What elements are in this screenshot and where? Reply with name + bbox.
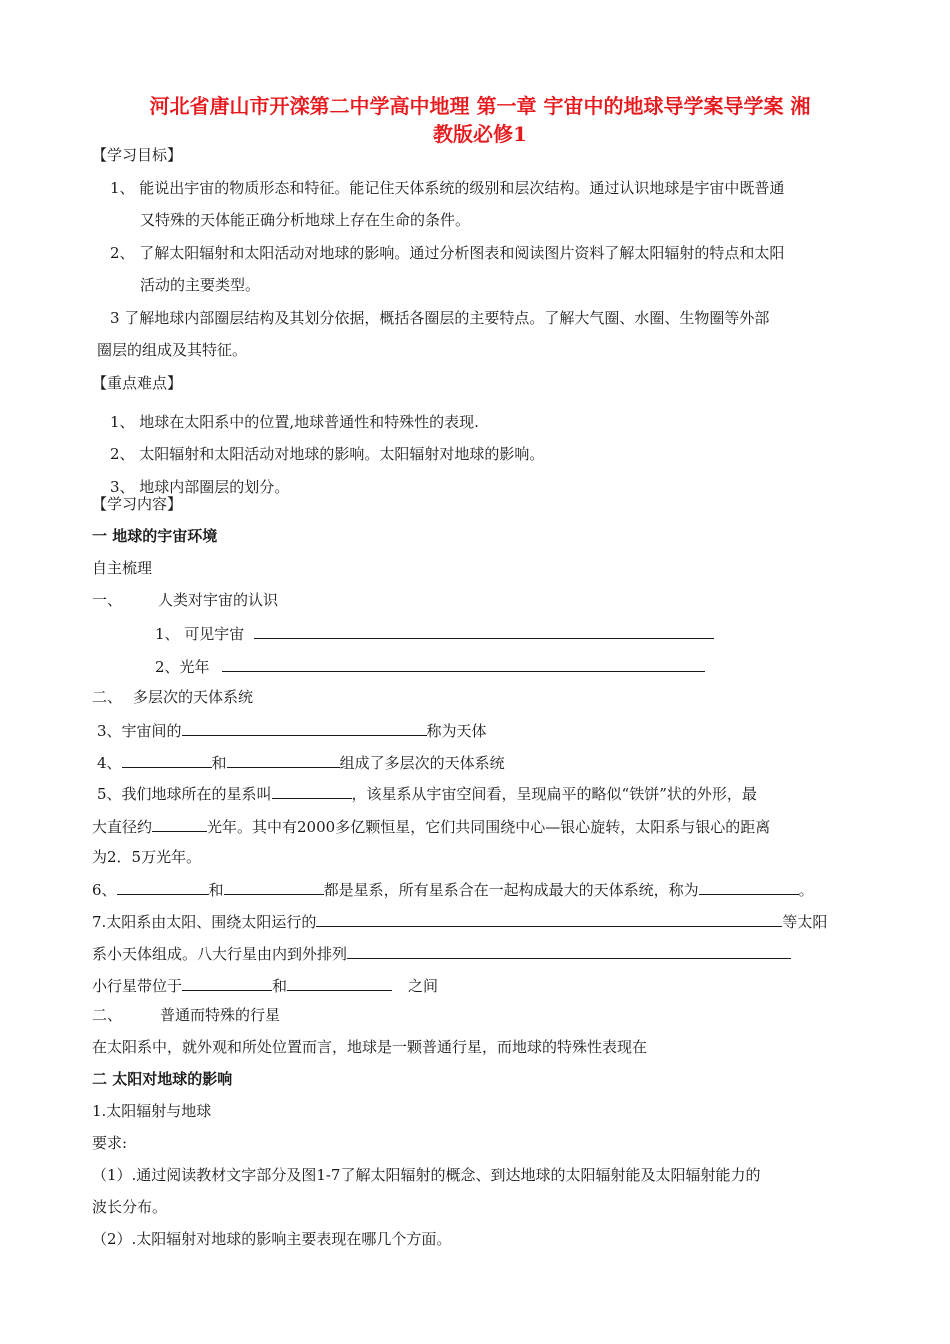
question-4-text-c: 组成了多层次的天体系统 — [339, 754, 505, 772]
question-7-row-3 — [92, 974, 438, 996]
objective-2-line1: 2、 了解太阳辐射和太阳活动对地球的影响。通过分析图表和阅读图片资料了解太阳辐射的特点和太阳 — [110, 244, 785, 262]
answer-blank-6a[interactable] — [117, 878, 209, 895]
question-4-row — [97, 751, 505, 773]
question-5-text-e: 为2．5万光年。 — [92, 848, 202, 866]
self-review-label: 自主梳理 — [92, 559, 153, 577]
answer-blank-7a[interactable] — [316, 910, 782, 927]
keypoint-2: 2、 太阳辐射和太阳活动对地球的影响。太阳辐射对地球的影响。 — [110, 445, 545, 463]
question-6-text-c: 都是星系，所有星系合在一起构成最大的天体系统，称为 — [323, 881, 699, 899]
question-7-row — [92, 910, 827, 932]
subsection-3-title: 普通而特殊的行星 — [160, 1006, 281, 1024]
question-2-text: 2、光年 — [155, 658, 210, 676]
question-7-text-f: 之间 — [408, 977, 439, 995]
objective-3-line2: 圈层的组成及其特征。 — [97, 341, 248, 359]
question-6-text-a: 6、 — [92, 881, 117, 899]
part-2-item-1: 1.太阳辐射与地球 — [92, 1102, 212, 1120]
objective-1-line1: 1、 能说出宇宙的物质形态和特征。能记住天体系统的级别和层次结构。通过认识地球是宇宙中既普通 — [110, 179, 785, 197]
answer-blank-7b[interactable] — [347, 942, 791, 959]
question-1-text: 1、 可见宇宙 — [155, 625, 245, 643]
doc-title-line1: 河北省唐山市开滦第二中学高中地理 第一章 宇宙中的地球导学案导学案 湘 — [149, 94, 811, 118]
question-5-text-a: 5、我们地球所在的星系叫 — [97, 785, 272, 803]
subsection-2-number: 二、 — [92, 688, 123, 706]
subsection-3-number: 二、 — [92, 1006, 123, 1024]
answer-blank-3[interactable] — [182, 719, 427, 736]
requirement-1-line1: （1）.通过阅读教材文字部分及图1-7了解太阳辐射的概念、到达地球的太阳辐射能及太阳辐射能力的 — [92, 1166, 761, 1184]
subsection-2-title: 多层次的天体系统 — [133, 688, 254, 706]
question-6-row — [92, 878, 814, 900]
question-6-text-d: 。 — [798, 881, 814, 899]
question-2-row — [155, 655, 705, 677]
requirement-2: （2）.太阳辐射对地球的影响主要表现在哪几个方面。 — [92, 1230, 452, 1248]
question-5-text-b: ，该星系从宇宙空间看，呈现扁平的略似“铁饼”状的外形，最 — [351, 785, 757, 803]
answer-blank-6b[interactable] — [224, 878, 324, 895]
objective-3-line1: 3 了解地球内部圈层结构及其划分依据，概括各圈层的主要特点。了解大气圈、水圈、生物圈等外部 — [110, 309, 770, 327]
question-7-text-b: 等太阳 — [782, 913, 828, 931]
answer-blank-4a[interactable] — [122, 751, 212, 768]
question-5-text-c: 大直径约 — [92, 818, 153, 836]
answer-blank-7d[interactable] — [287, 974, 392, 991]
question-3-text-a: 3、宇宙间的 — [97, 722, 182, 740]
question-5-row-2 — [92, 815, 770, 837]
part-2-heading: 二 太阳对地球的影响 — [92, 1070, 233, 1088]
question-6-text-b: 和 — [208, 881, 224, 899]
question-1-row — [155, 622, 714, 644]
question-4-text-a: 4、 — [97, 754, 122, 772]
answer-blank-1[interactable] — [254, 622, 714, 639]
answer-blank-5a[interactable] — [272, 782, 352, 799]
question-3-text-b: 称为天体 — [426, 722, 487, 740]
part-1-heading: 一 地球的宇宙环境 — [92, 527, 218, 545]
question-5-row — [97, 782, 757, 804]
question-7-row-2 — [92, 942, 791, 964]
objective-2-line2: 活动的主要类型。 — [140, 276, 261, 294]
keypoint-1: 1、 地球在太阳系中的位置,地球普通性和特殊性的表现. — [110, 413, 479, 431]
answer-blank-6c[interactable] — [699, 878, 799, 895]
question-7-text-d: 小行星带位于 — [92, 977, 183, 995]
question-7-text-e: 和 — [272, 977, 288, 995]
subsection-3-body: 在太阳系中，就外观和所处位置而言，地球是一颗普通行星，而地球的特殊性表现在 — [92, 1038, 648, 1056]
requirement-1-line2: 波长分布。 — [92, 1198, 168, 1216]
answer-blank-5b[interactable] — [152, 815, 207, 832]
doc-title-line2: 教版必修1 — [433, 122, 527, 146]
section-heading-objectives: 【学习目标】 — [92, 146, 183, 164]
section-heading-content: 【学习内容】 — [92, 495, 183, 513]
question-3-row — [97, 719, 487, 741]
answer-blank-7c[interactable] — [182, 974, 272, 991]
answer-blank-2[interactable] — [222, 655, 705, 672]
answer-blank-4b[interactable] — [227, 751, 340, 768]
question-7-text-c: 系小天体组成。八大行星由内到外排列 — [92, 945, 348, 963]
subsection-1-number: 一、 — [92, 591, 123, 609]
question-4-text-b: 和 — [211, 754, 227, 772]
subsection-1-title: 人类对宇宙的认识 — [158, 591, 279, 609]
objective-1-line2: 又特殊的天体能正确分析地球上存在生命的条件。 — [140, 211, 471, 229]
requirements-label: 要求: — [92, 1134, 128, 1152]
question-5-text-d: 光年。其中有2000多亿颗恒星，它们共同围绕中心—银心旋转，太阳系与银心的距离 — [207, 818, 771, 836]
question-7-text-a: 7.太阳系由太阳、围绕太阳运行的 — [92, 913, 317, 931]
keypoint-3: 3、 地球内部圈层的划分。 — [110, 478, 290, 496]
section-heading-keypoints: 【重点难点】 — [92, 374, 183, 392]
